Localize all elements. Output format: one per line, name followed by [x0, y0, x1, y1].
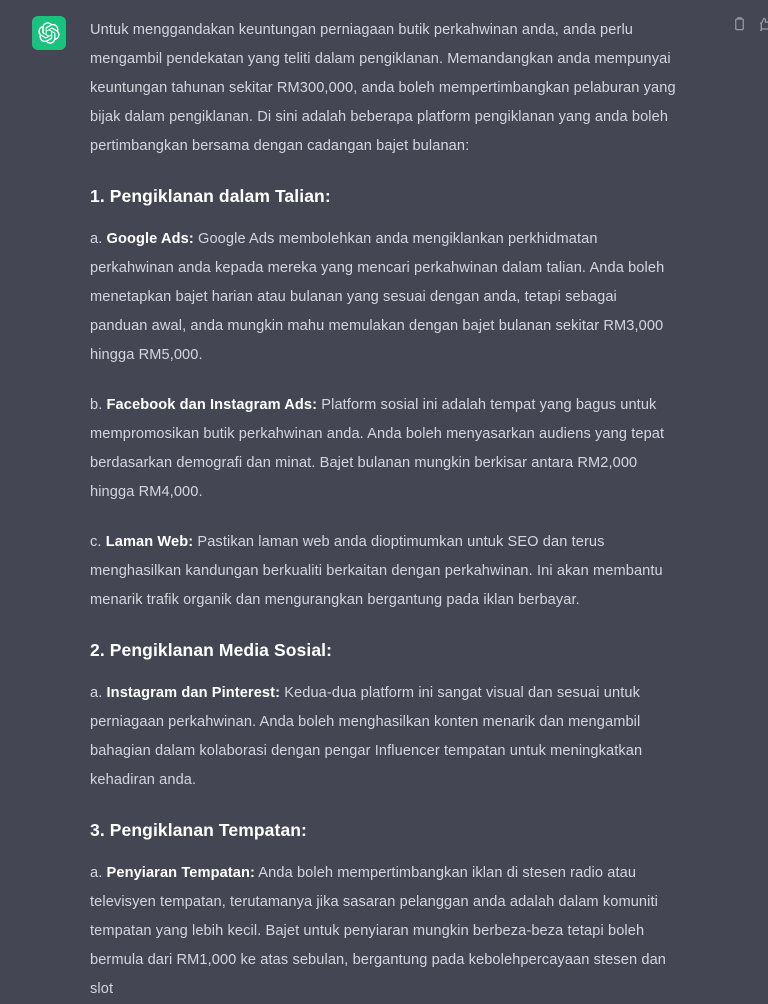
- assistant-avatar: [32, 16, 66, 50]
- item-label: Laman Web:: [105, 534, 194, 550]
- avatar-column: [0, 16, 90, 50]
- item-marker: c.: [90, 534, 106, 550]
- intro-paragraph: Untuk menggandakan keuntungan perniagaan butik perkahwinan anda, anda perlu mengambil pendekatan yang teliti dalam pengiklanan. Memandangkan anda mempunyai keuntungan tahunan sekitar RM300,000, anda boleh mempertimbangkan pelaburan yang bijak dalam pengiklanan. Di sini adalah beberapa platform pengiklanan yang anda boleh pertimbangkan bersama dengan cadangan bajet bulanan:: [90, 22, 676, 154]
- message-actions: [731, 14, 766, 33]
- list-item: [90, 391, 676, 507]
- item-text: Google Ads membolehkan anda mengiklankan perkhidmatan perkahwinan anda kepada mereka yang mencari perkahwinan dalam talian. Anda boleh menetapkan bajet harian atau bulanan yang sesuai dengan anda, tetapi sebagai panduan awal, anda mungkin mahu memulakan dengan bajet bulanan sekitar RM3,000 hingga RM5,000.: [90, 231, 665, 363]
- item-marker: a.: [90, 685, 107, 701]
- item-marker: b.: [90, 397, 107, 413]
- openai-logo-icon: [38, 22, 60, 44]
- item-label: Facebook dan Instagram Ads:: [106, 397, 318, 413]
- list-item: [90, 225, 676, 370]
- list-item: [90, 528, 676, 615]
- item-text: Anda boleh mempertimbangkan iklan di stesen radio atau televisyen tempatan, terutamanya jika sasaran pelanggan anda adalah dalam komuniti tempatan yang lebih kecil. Bajet untuk penyiaran mungkin berbeza-beza tetapi boleh bermula dari RM1,000 ke atas sebulan, bergantung pada kebolehpercayaan stesen dan slot: [90, 865, 667, 997]
- section-heading-3: 3. Pengiklanan Tempatan:: [90, 820, 307, 840]
- section-heading-1: 1. Pengiklanan dalam Talian:: [90, 186, 331, 206]
- list-item: [90, 859, 676, 1004]
- thumbs-up-icon: [760, 16, 768, 32]
- copy-icon: [732, 16, 747, 32]
- item-label: Penyiaran Tempatan:: [106, 865, 255, 881]
- item-marker: a.: [90, 231, 107, 247]
- item-text: Pastikan laman web anda dioptimumkan untuk SEO dan terus menghasilkan kandungan berkualiti berkaitan dengan perkahwinan. Ini akan membantu menarik trafik organik dan mengurangkan bergantung pada iklan berbayar.: [90, 534, 663, 608]
- item-text: Kedua-dua platform ini sangat visual dan sesuai untuk perniagaan perkahwinan. Anda boleh menghasilkan konten menarik dan mengambil bahagian dalam kolaborasi dengan pengar Influencer tempatan untuk meningkatkan kehadiran anda.: [90, 685, 643, 788]
- list-item: [90, 679, 676, 795]
- copy-button[interactable]: [731, 14, 748, 33]
- item-label: Instagram dan Pinterest:: [106, 685, 281, 701]
- message-content: [90, 16, 722, 1004]
- thumbs-up-button[interactable]: [760, 14, 768, 33]
- item-label: Google Ads:: [106, 231, 194, 247]
- item-marker: a.: [90, 865, 107, 881]
- item-text: Platform sosial ini adalah tempat yang bagus untuk mempromosikan butik perkahwinan anda. Anda boleh menyasarkan audiens yang tepat berdasarkan demografi dan minat. Bajet bulanan mungkin berkisar antara RM2,000 hingga RM4,000.: [90, 397, 665, 500]
- section-heading-2: 2. Pengiklanan Media Sosial:: [90, 640, 333, 660]
